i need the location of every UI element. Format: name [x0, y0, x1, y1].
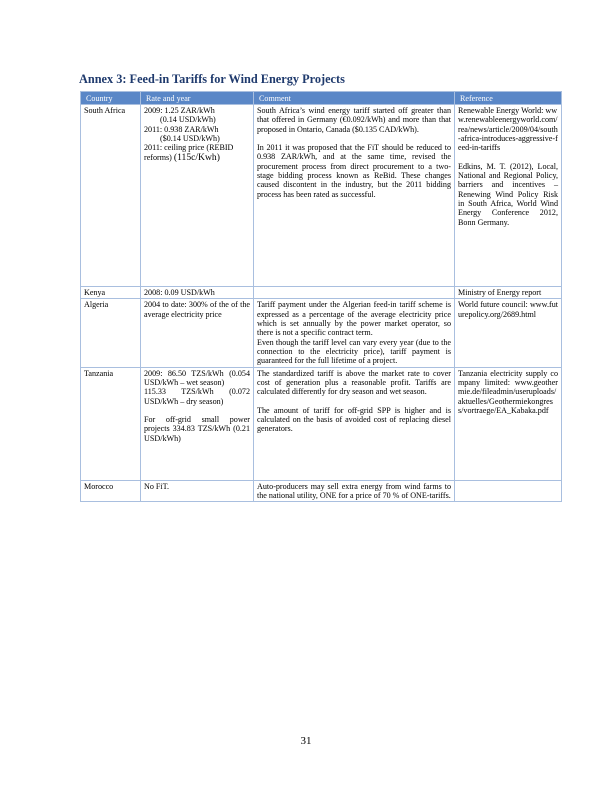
rate-line-text: reforms) — [144, 152, 174, 162]
country-cell: Algeria — [81, 299, 141, 367]
reference-cell[interactable]: Tanzania electricity supply company limited: www.geothermie.de/fileadmin/useruploads/aktuelles/Geothermiekongress/vortraege/EA_Kabaka.pdf — [455, 367, 562, 480]
reference-cell — [455, 105, 562, 287]
rate-line: 115.33 TZS/kWh (0.072 USD/kWh – dry season) — [144, 387, 250, 406]
comment-paragraph: The standardized tariff is above the market rate to cover cost of generation plus a reasonable profit. Tariffs are calculated differently for dry season and wet season. — [257, 368, 451, 397]
comment-cell: Auto-producers may sell extra energy from wind farms to the national utility, ONE for a price of 70 % of ONE-tariffs. — [254, 480, 455, 502]
reference-cell[interactable]: World future council: www.futurepolicy.org/2689.html — [455, 299, 562, 367]
rate-line: 2009: 86.50 TZS/kWh (0.054 USD/kWh – wet season) — [144, 368, 250, 388]
reference-cell: Ministry of Energy report — [455, 287, 562, 299]
annex-title: Annex 3: Feed-in Tariffs for Wind Energy Projects — [79, 72, 345, 86]
table-row — [81, 287, 562, 299]
rate-line: (0.14 USD/kWh) — [160, 115, 216, 125]
country-cell: Tanzania — [81, 367, 141, 480]
header-country: Country — [81, 92, 141, 105]
rate-cell — [141, 105, 254, 287]
rate-line: 2011: ceiling price (REBID — [144, 143, 234, 153]
page-number: 31 — [300, 735, 312, 747]
reference-cell — [455, 480, 562, 502]
rate-cell: No FiT. — [141, 480, 254, 502]
rate-cell: 2008: 0.09 USD/kWh — [141, 287, 254, 299]
comment-cell — [254, 367, 455, 480]
comment-paragraph: Even though the tariff level can vary every year (due to the connection to the electricity price), tariff payment is guaranteed for the full lifetime of a project. — [257, 337, 451, 366]
comment-paragraph: In 2011 it was proposed that the FiT should be reduced to 0.938 ZAR/kWh, and at the same time, revised the procurement process from direct procurement to a two-stage bidding process known as ReBid. These changes caused discontent in the industry, but the 2011 bidding process has been rated as successful. — [257, 143, 451, 199]
rate-line: For off-grid small power projects 334.83 TZS/kWh (0.21 USD/kWh) — [144, 415, 250, 443]
comment-cell — [254, 287, 455, 299]
comment-paragraph: Tariff payment under the Algerian feed-in tariff scheme is expressed as a percentage of the average electricity price which is set annually by the power market operator, so there is not a specific contract term. — [257, 300, 451, 338]
header-reference: Reference — [455, 92, 562, 105]
country-cell: Kenya — [81, 287, 141, 299]
country-cell: South Africa — [81, 105, 141, 287]
rate-cell — [141, 367, 254, 480]
rate-line: 2009: 1.25 ZAR/kWh — [144, 106, 215, 115]
feed-in-tariff-table — [80, 91, 562, 502]
rate-line: ($0.14 USD/kWh) — [160, 134, 220, 144]
comment-paragraph: South Africa’s wind energy tariff started off greater than that offered in Germany (€0.092/kWh) and more than that proposed in Ontario, Canada ($0.135 CAD/kWh). — [257, 106, 451, 134]
comment-cell — [254, 299, 455, 367]
rate-cell: 2004 to date: 300% of the of the average electricity price — [141, 299, 254, 367]
comment-paragraph: The amount of tariff for off-grid SPP is higher and is calculated on the basis of avoided cost of replacing diesel generators. — [257, 405, 451, 434]
table-row — [81, 367, 562, 480]
reference-link[interactable]: Renewable Energy World: www.renewableenergyworld.com/rea/news/article/2009/04/south-africa-introduces-aggressive-feed-in-tariffs — [458, 106, 558, 153]
table-header-row — [81, 92, 562, 105]
table-row — [81, 299, 562, 367]
reference-citation: Edkins, M. T. (2012), Local, National and Regional Policy, barriers and incentives – Renewing Wind Policy Risk in South Africa, World Wind Energy Conference 2012, Bonn Germany. — [458, 161, 558, 227]
country-cell: Morocco — [81, 480, 141, 502]
header-comment: Comment — [254, 92, 455, 105]
rate-line — [144, 153, 250, 162]
header-rate-and-year: Rate and year — [141, 92, 254, 105]
comment-cell — [254, 105, 455, 287]
rate-line: 2011: 0.938 ZAR/kWh — [144, 124, 219, 134]
table-row — [81, 105, 562, 287]
table-row — [81, 480, 562, 502]
rate-ceiling-value: (115c/Kwh) — [173, 151, 220, 163]
